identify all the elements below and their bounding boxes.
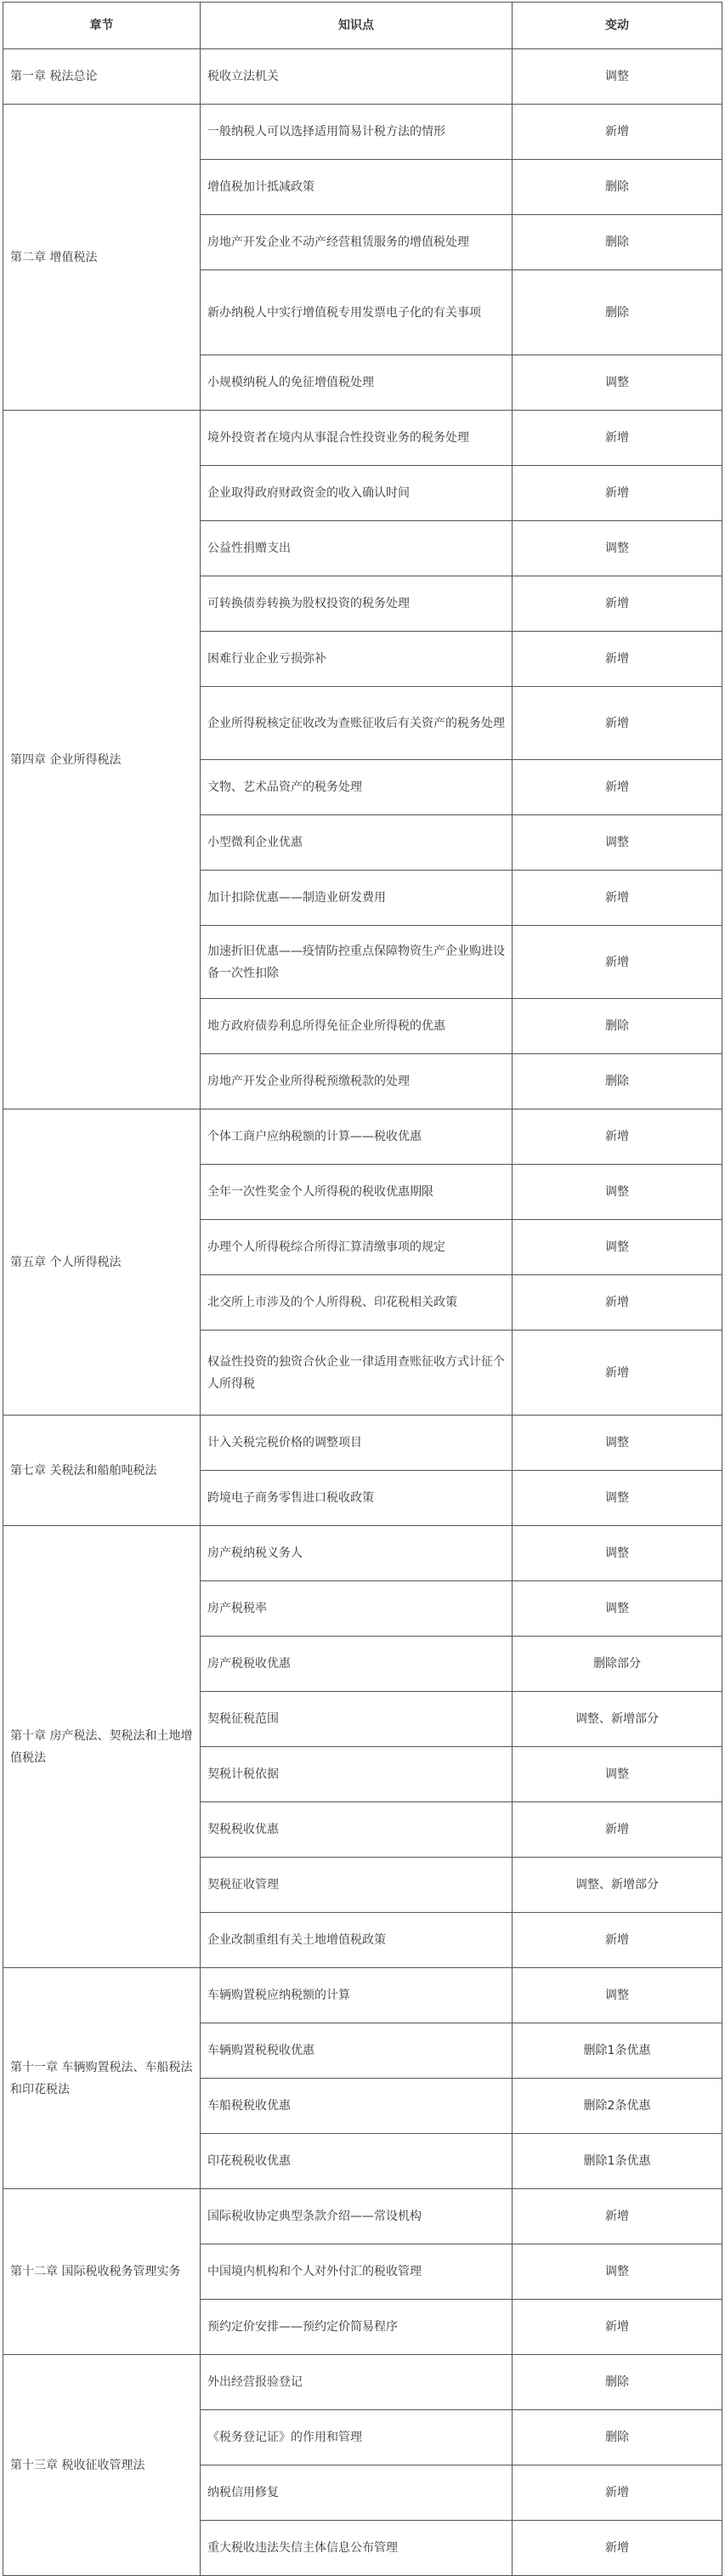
change-cell: 调整 (513, 1581, 722, 1637)
change-cell: 新增 (513, 1331, 722, 1416)
change-cell: 新增 (513, 1802, 722, 1858)
table-row (3, 1109, 722, 1165)
chapter-cell: 第二章 增值税法 (3, 105, 201, 411)
change-cell: 调整 (513, 1747, 722, 1802)
knowledge-point-cell: 地方政府债券利息所得免征企业所得税的优惠 (201, 999, 513, 1054)
chapter-cell: 第七章 关税法和船舶吨税法 (3, 1416, 201, 1526)
change-cell: 删除1条优惠 (513, 2134, 722, 2189)
change-cell: 新增 (513, 2465, 722, 2521)
chapter-cell: 第十三章 税收征收管理法 (3, 2355, 201, 2576)
chapter-cell: 第十一章 车辆购置税法、车船税法和印花税法 (3, 1968, 201, 2189)
tax-law-change-table (3, 2, 722, 2576)
knowledge-point-cell: 小型微利企业优惠 (201, 815, 513, 871)
change-cell: 新增 (513, 926, 722, 999)
change-cell: 新增 (513, 466, 722, 521)
knowledge-point-cell: 加速折旧优惠——疫情防控重点保障物资生产企业购进设备一次性扣除 (201, 926, 513, 999)
knowledge-point-cell: 契税征收管理 (201, 1858, 513, 1913)
change-cell: 新增 (513, 411, 722, 466)
change-cell: 删除1条优惠 (513, 2023, 722, 2079)
knowledge-point-cell: 企业改制重组有关土地增值税政策 (201, 1913, 513, 1968)
knowledge-point-cell: 外出经营报验登记 (201, 2355, 513, 2410)
table-header-row (3, 3, 722, 49)
change-cell: 调整 (513, 1526, 722, 1581)
table-row (3, 2189, 722, 2244)
knowledge-point-cell: 税收立法机关 (201, 49, 513, 105)
change-cell: 删除 (513, 215, 722, 270)
knowledge-point-cell: 权益性投资的独资合伙企业一律适用查账征收方式计征个人所得税 (201, 1331, 513, 1416)
change-cell: 新增 (513, 687, 722, 760)
change-cell: 删除 (513, 2355, 722, 2410)
change-cell: 调整 (513, 815, 722, 871)
knowledge-point-cell: 房产税税率 (201, 1581, 513, 1637)
change-cell: 新增 (513, 105, 722, 160)
change-cell: 新增 (513, 576, 722, 632)
knowledge-point-cell: 跨境电子商务零售进口税收政策 (201, 1471, 513, 1526)
change-table-container (3, 2, 722, 2576)
knowledge-point-cell: 车船税税收优惠 (201, 2079, 513, 2134)
change-cell: 删除 (513, 160, 722, 215)
knowledge-point-cell: 企业取得政府财政资金的收入确认时间 (201, 466, 513, 521)
change-cell: 调整 (513, 49, 722, 105)
knowledge-point-cell: 个体工商户应纳税额的计算——税收优惠 (201, 1109, 513, 1165)
change-cell: 新增 (513, 871, 722, 926)
change-cell: 调整、新增部分 (513, 1858, 722, 1913)
knowledge-point-cell: 房产税纳税义务人 (201, 1526, 513, 1581)
table-row (3, 1416, 722, 1471)
knowledge-point-cell: 新办纳税人中实行增值税专用发票电子化的有关事项 (201, 270, 513, 355)
chapter-cell: 第十二章 国际税收税务管理实务 (3, 2189, 201, 2355)
knowledge-point-cell: 房产税税收优惠 (201, 1637, 513, 1692)
knowledge-point-cell: 纳税信用修复 (201, 2465, 513, 2521)
header-knowledge-point: 知识点 (201, 3, 513, 49)
change-cell: 调整 (513, 1165, 722, 1220)
knowledge-point-cell: 房地产开发企业不动产经营租赁服务的增值税处理 (201, 215, 513, 270)
table-row (3, 411, 722, 466)
change-cell: 新增 (513, 1913, 722, 1968)
knowledge-point-cell: 印花税税收优惠 (201, 2134, 513, 2189)
change-cell: 删除 (513, 2410, 722, 2465)
table-row (3, 49, 722, 105)
change-cell: 调整 (513, 1416, 722, 1471)
change-cell: 新增 (513, 2189, 722, 2244)
knowledge-point-cell: 车辆购置税应纳税额的计算 (201, 1968, 513, 2023)
knowledge-point-cell: 加计扣除优惠——制造业研发费用 (201, 871, 513, 926)
change-cell: 新增 (513, 2521, 722, 2576)
knowledge-point-cell: 《税务登记证》的作用和管理 (201, 2410, 513, 2465)
change-cell: 新增 (513, 1275, 722, 1331)
chapter-cell: 第五章 个人所得税法 (3, 1109, 201, 1416)
table-body (3, 49, 722, 2576)
change-cell: 新增 (513, 632, 722, 687)
chapter-cell: 第一章 税法总论 (3, 49, 201, 105)
change-cell: 调整 (513, 1968, 722, 2023)
knowledge-point-cell: 房地产开发企业所得税预缴税款的处理 (201, 1054, 513, 1109)
knowledge-point-cell: 重大税收违法失信主体信息公布管理 (201, 2521, 513, 2576)
table-row (3, 105, 722, 160)
change-cell: 删除 (513, 999, 722, 1054)
knowledge-point-cell: 中国境内机构和个人对外付汇的税收管理 (201, 2244, 513, 2300)
knowledge-point-cell: 车辆购置税税收优惠 (201, 2023, 513, 2079)
table-row (3, 1968, 722, 2023)
knowledge-point-cell: 境外投资者在境内从事混合性投资业务的税务处理 (201, 411, 513, 466)
header-chapter: 章节 (3, 3, 201, 49)
change-cell: 调整、新增部分 (513, 1692, 722, 1747)
knowledge-point-cell: 困难行业企业亏损弥补 (201, 632, 513, 687)
change-cell: 新增 (513, 2300, 722, 2355)
change-cell: 调整 (513, 1220, 722, 1275)
change-cell: 删除2条优惠 (513, 2079, 722, 2134)
knowledge-point-cell: 全年一次性奖金个人所得税的税收优惠期限 (201, 1165, 513, 1220)
knowledge-point-cell: 国际税收协定典型条款介绍——常设机构 (201, 2189, 513, 2244)
knowledge-point-cell: 增值税加计抵减政策 (201, 160, 513, 215)
change-cell: 删除 (513, 270, 722, 355)
table-row (3, 1526, 722, 1581)
knowledge-point-cell: 一般纳税人可以选择适用简易计税方法的情形 (201, 105, 513, 160)
knowledge-point-cell: 企业所得税核定征收改为查账征收后有关资产的税务处理 (201, 687, 513, 760)
change-cell: 调整 (513, 355, 722, 411)
change-cell: 删除部分 (513, 1637, 722, 1692)
chapter-cell: 第四章 企业所得税法 (3, 411, 201, 1109)
change-cell: 调整 (513, 1471, 722, 1526)
change-cell: 删除 (513, 1054, 722, 1109)
table-row (3, 2355, 722, 2410)
knowledge-point-cell: 公益性捐赠支出 (201, 521, 513, 576)
change-cell: 新增 (513, 760, 722, 815)
knowledge-point-cell: 文物、艺术品资产的税务处理 (201, 760, 513, 815)
knowledge-point-cell: 契税税收优惠 (201, 1802, 513, 1858)
knowledge-point-cell: 办理个人所得税综合所得汇算清缴事项的规定 (201, 1220, 513, 1275)
knowledge-point-cell: 北交所上市涉及的个人所得税、印花税相关政策 (201, 1275, 513, 1331)
knowledge-point-cell: 小规模纳税人的免征增值税处理 (201, 355, 513, 411)
change-cell: 调整 (513, 521, 722, 576)
chapter-cell: 第十章 房产税法、契税法和土地增值税法 (3, 1526, 201, 1968)
knowledge-point-cell: 预约定价安排——预约定价简易程序 (201, 2300, 513, 2355)
knowledge-point-cell: 计入关税完税价格的调整项目 (201, 1416, 513, 1471)
knowledge-point-cell: 契税征税范围 (201, 1692, 513, 1747)
knowledge-point-cell: 契税计税依据 (201, 1747, 513, 1802)
change-cell: 调整 (513, 2244, 722, 2300)
change-cell: 新增 (513, 1109, 722, 1165)
header-change: 变动 (513, 3, 722, 49)
knowledge-point-cell: 可转换债券转换为股权投资的税务处理 (201, 576, 513, 632)
